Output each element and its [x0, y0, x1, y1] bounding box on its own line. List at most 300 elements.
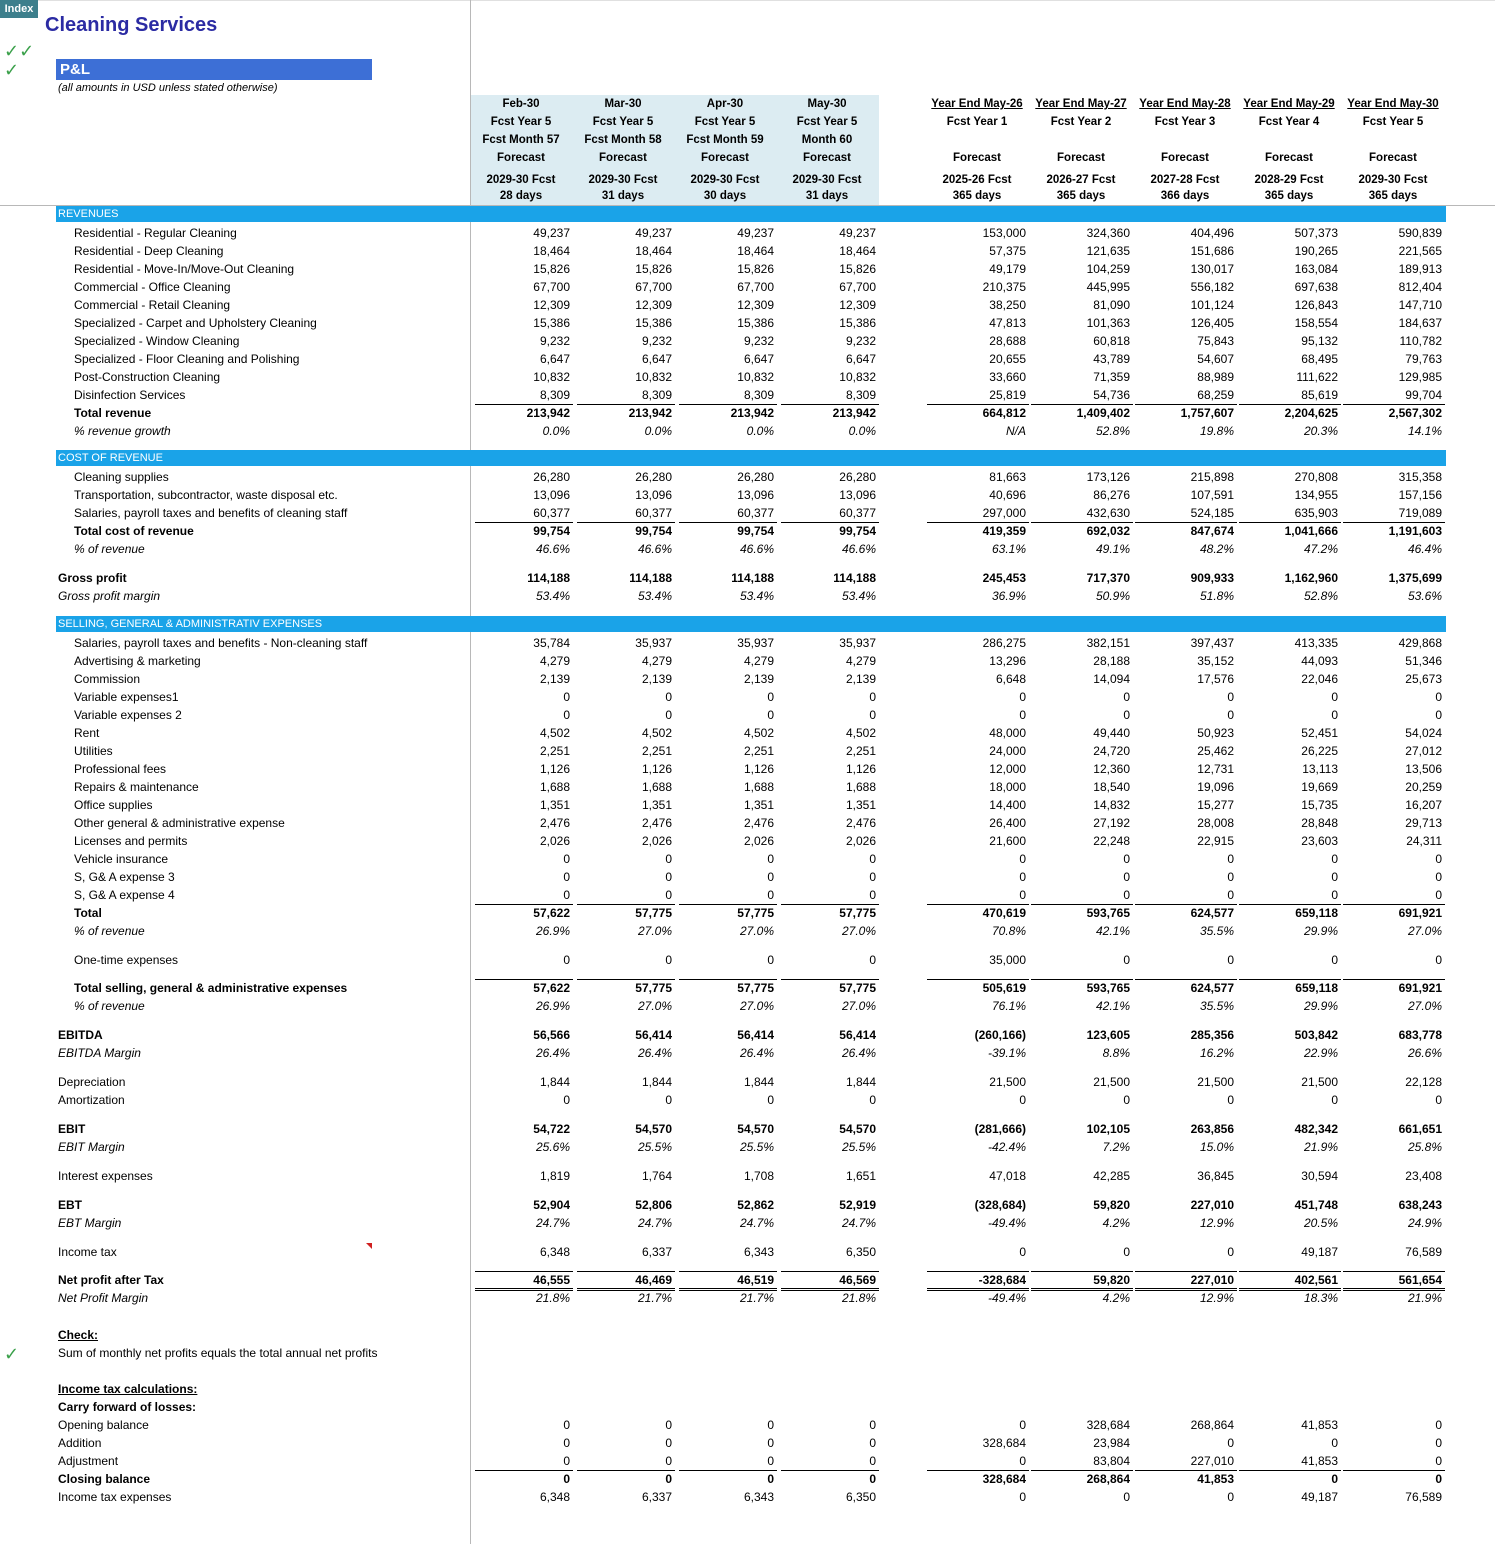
monthly-value-cell: 2,251 [845, 744, 876, 758]
monthly-value-cell: 15,386 [533, 316, 570, 330]
annual-value-cell: 0 [1019, 708, 1026, 722]
monthly-value-cell: 57,775 [737, 981, 774, 995]
annual-value-cell: 23,603 [1301, 834, 1338, 848]
annual-value-cell: 227,010 [1190, 1454, 1234, 1468]
monthly-value-cell: 0 [767, 1418, 774, 1432]
annual-value-cell: 68,495 [1301, 352, 1338, 366]
double-rule [679, 1288, 777, 1291]
total-rule [1031, 904, 1133, 905]
annual-value-cell: 59,820 [1093, 1273, 1130, 1287]
annual-value-cell: 328,684 [1086, 1418, 1130, 1432]
monthly-value-cell: 0 [767, 870, 774, 884]
monthly-value-cell: 1,708 [743, 1169, 774, 1183]
monthly-value-cell: 21.8% [841, 1291, 876, 1305]
annual-value-cell: 14.1% [1407, 424, 1442, 438]
monthly-value-cell: 6,348 [539, 1245, 570, 1259]
annual-value-cell: 110,782 [1399, 334, 1442, 348]
annual-value-cell: 286,275 [982, 636, 1026, 650]
annual-value-cell: 0 [1435, 690, 1442, 704]
row-label: One-time expenses [74, 953, 179, 967]
annual-value-cell: 397,437 [1190, 636, 1234, 650]
annual-value-cell: 42.1% [1095, 999, 1130, 1013]
annual-value-cell: 22,915 [1197, 834, 1234, 848]
monthly-value-cell: 0.0% [542, 424, 570, 438]
annual-value-cell: 129,985 [1398, 370, 1442, 384]
total-rule [577, 1271, 675, 1272]
monthly-value-cell: 13,096 [737, 488, 774, 502]
annual-value-cell: -42.4% [987, 1140, 1026, 1154]
annual-value-cell: 52.8% [1303, 589, 1338, 603]
row-label: Rent [74, 726, 100, 740]
row-label: Commercial - Office Cleaning [74, 280, 231, 294]
annual-value-cell: 30,594 [1301, 1169, 1338, 1183]
month-header-line: Forecast [599, 152, 647, 164]
monthly-value-cell: 4,279 [539, 654, 570, 668]
annual-value-cell: 28,008 [1197, 816, 1234, 830]
monthly-value-cell: 2,139 [539, 672, 570, 686]
annual-value-cell: 0 [1227, 852, 1234, 866]
annual-value-cell: 263,856 [1190, 1122, 1234, 1136]
monthly-value-cell: 56,566 [533, 1028, 570, 1042]
annual-value-cell: 0 [1123, 953, 1130, 967]
annual-value-cell: 75,843 [1197, 334, 1234, 348]
monthly-value-cell: 114,188 [629, 571, 672, 585]
monthly-value-cell: 46,555 [533, 1273, 570, 1287]
monthly-value-cell: 1,651 [845, 1169, 876, 1183]
annual-value-cell: 0 [1227, 708, 1234, 722]
total-rule [1343, 1271, 1445, 1272]
annual-value-cell: 189,913 [1398, 262, 1442, 276]
annual-value-cell: 46.4% [1407, 542, 1442, 556]
annual-value-cell: 0 [1123, 852, 1130, 866]
monthly-value-cell: 0 [869, 953, 876, 967]
monthly-value-cell: 0 [869, 1418, 876, 1432]
annual-value-cell: 0 [1123, 888, 1130, 902]
monthly-value-cell: 10,832 [635, 370, 672, 384]
total-rule [475, 904, 573, 905]
monthly-value-cell: 99,754 [635, 524, 672, 538]
monthly-value-cell: 2,251 [743, 744, 774, 758]
monthly-value-cell: 0 [767, 953, 774, 967]
annual-value-cell: 15,277 [1197, 798, 1234, 812]
annual-value-cell: 0 [1123, 708, 1130, 722]
monthly-value-cell: 60,377 [635, 506, 672, 520]
annual-value-cell: 29,713 [1405, 816, 1442, 830]
annual-value-cell: 19.8% [1199, 424, 1234, 438]
row-label: Net profit after Tax [58, 1273, 164, 1287]
annual-value-cell: 20,655 [989, 352, 1026, 366]
monthly-value-cell: 24.7% [841, 1216, 876, 1230]
annual-value-cell: 42.1% [1095, 924, 1130, 938]
monthly-value-cell: 0 [665, 953, 672, 967]
annual-value-cell: 12,731 [1197, 762, 1234, 776]
annual-value-cell: 126,405 [1190, 316, 1234, 330]
annual-value-cell: 19,669 [1301, 780, 1338, 794]
month-header-line: 2029-30 Fcst [690, 174, 760, 186]
annual-value-cell: 57,375 [989, 244, 1026, 258]
annual-value-cell: 0 [1435, 1436, 1442, 1450]
annual-value-cell: 40,696 [989, 488, 1026, 502]
annual-value-cell: 268,864 [1190, 1418, 1234, 1432]
monthly-value-cell: 26,280 [533, 470, 570, 484]
row-label: Total selling, general & administrative expenses [74, 981, 348, 995]
monthly-value-cell: 0 [869, 690, 876, 704]
row-label: Variable expenses 2 [74, 708, 182, 722]
monthly-value-cell: 18,464 [635, 244, 672, 258]
annual-value-cell: 21,500 [1301, 1075, 1338, 1089]
monthly-value-cell: 15,826 [839, 262, 876, 276]
total-rule [1135, 904, 1237, 905]
monthly-value-cell: 6,350 [845, 1245, 876, 1259]
total-rule [927, 904, 1029, 905]
annual-value-cell: 153,000 [982, 226, 1026, 240]
monthly-value-cell: 67,700 [737, 280, 774, 294]
annual-value-cell: 215,898 [1190, 470, 1234, 484]
monthly-value-cell: 54,570 [839, 1122, 876, 1136]
monthly-value-cell: 99,754 [839, 524, 876, 538]
row-label: % of revenue [74, 999, 145, 1013]
monthly-value-cell: 1,844 [539, 1075, 570, 1089]
annual-value-cell: 0 [1435, 953, 1442, 967]
monthly-value-cell: 0 [563, 1436, 570, 1450]
annual-value-cell: 48.2% [1199, 542, 1234, 556]
annual-value-cell: 21,600 [989, 834, 1026, 848]
monthly-value-cell: 21.8% [535, 1291, 570, 1305]
monthly-value-cell: 6,647 [743, 352, 774, 366]
total-rule [475, 1470, 573, 1471]
year-header-line: Forecast [953, 152, 1001, 164]
monthly-value-cell: 6,337 [641, 1245, 672, 1259]
monthly-value-cell: 0 [869, 888, 876, 902]
monthly-value-cell: 0 [767, 708, 774, 722]
annual-value-cell: 12,000 [989, 762, 1026, 776]
double-rule [927, 1288, 1029, 1291]
row-label: Opening balance [58, 1418, 149, 1432]
annual-value-cell: 0 [1227, 888, 1234, 902]
annual-value-cell: 18,540 [1093, 780, 1130, 794]
annual-value-cell: 0 [1435, 870, 1442, 884]
annual-value-cell: 51,346 [1405, 654, 1442, 668]
annual-value-cell: 35,000 [989, 953, 1026, 967]
monthly-value-cell: 12,309 [839, 298, 876, 312]
annual-value-cell: 35.5% [1199, 999, 1234, 1013]
annual-value-cell: 49,187 [1301, 1245, 1338, 1259]
row-label: Closing balance [58, 1472, 151, 1486]
row-label: Salaries, payroll taxes and benefits - Non-cleaning staff [74, 636, 368, 650]
monthly-value-cell: 26.9% [535, 924, 570, 938]
month-header-line: Fcst Month 59 [686, 134, 764, 146]
annual-value-cell: 556,182 [1190, 280, 1234, 294]
monthly-value-cell: 57,622 [533, 981, 570, 995]
annual-value-cell: 29.9% [1303, 924, 1338, 938]
total-rule [577, 1470, 675, 1471]
year-header-line: 365 days [1056, 190, 1106, 202]
row-label: Addition [58, 1436, 102, 1450]
monthly-value-cell: 13,096 [839, 488, 876, 502]
annual-value-cell: 0 [1331, 852, 1338, 866]
monthly-value-cell: 26.9% [535, 999, 570, 1013]
total-rule [927, 1470, 1029, 1471]
annual-value-cell: 134,955 [1294, 488, 1338, 502]
annual-value-cell: 0 [1331, 1436, 1338, 1450]
annual-value-cell: 227,010 [1190, 1273, 1234, 1287]
annual-value-cell: 85,619 [1301, 388, 1338, 402]
double-rule [475, 1288, 573, 1291]
monthly-value-cell: 4,279 [845, 654, 876, 668]
monthly-value-cell: 4,279 [743, 654, 774, 668]
annual-value-cell: 41,853 [1301, 1454, 1338, 1468]
annual-value-cell: 404,496 [1190, 226, 1234, 240]
monthly-value-cell: 2,476 [743, 816, 774, 830]
section-label-sga: SELLING, GENERAL & ADMINISTRATIV EXPENSES [58, 618, 323, 630]
total-rule [1343, 979, 1445, 980]
monthly-value-cell: 213,942 [526, 406, 570, 420]
total-rule [927, 979, 1029, 980]
monthly-value-cell: 52,904 [533, 1198, 570, 1212]
index-tab[interactable]: Index [0, 0, 38, 18]
annual-value-cell: 130,017 [1190, 262, 1234, 276]
annual-value-cell: 909,933 [1190, 571, 1234, 585]
annual-value-cell: (281,666) [974, 1122, 1026, 1136]
monthly-value-cell: 15,386 [839, 316, 876, 330]
monthly-value-cell: 0 [665, 1093, 672, 1107]
annual-value-cell: 22.9% [1303, 1046, 1338, 1060]
month-header-line: Fcst Year 5 [490, 116, 552, 128]
monthly-value-cell: 0 [665, 870, 672, 884]
monthly-value-cell: 57,622 [533, 906, 570, 920]
annual-value-cell: 54,736 [1093, 388, 1130, 402]
section-bar-revenues [56, 206, 1446, 222]
year-header-line: 2027-28 Fcst [1150, 174, 1220, 186]
monthly-value-cell: 15,826 [533, 262, 570, 276]
annual-value-cell: 505,619 [982, 981, 1026, 995]
monthly-value-cell: 21.7% [637, 1291, 672, 1305]
annual-value-cell: 38,250 [989, 298, 1026, 312]
monthly-value-cell: 18,464 [737, 244, 774, 258]
row-label: Specialized - Carpet and Upholstery Cleaning [74, 316, 317, 330]
monthly-value-cell: 2,026 [743, 834, 774, 848]
row-label: Interest expenses [58, 1169, 153, 1183]
section-bar-cost-of-revenue [56, 450, 1446, 466]
annual-value-cell: 33,660 [989, 370, 1026, 384]
annual-value-cell: 54,024 [1405, 726, 1442, 740]
annual-value-cell: 35,152 [1197, 654, 1234, 668]
monthly-value-cell: 1,844 [641, 1075, 672, 1089]
monthly-value-cell: 4,502 [845, 726, 876, 740]
annual-value-cell: 18,000 [989, 780, 1026, 794]
annual-value-cell: 0 [1331, 888, 1338, 902]
year-header-line: 2028-29 Fcst [1254, 174, 1324, 186]
monthly-value-cell: 1,351 [743, 798, 774, 812]
monthly-value-cell: 54,570 [737, 1122, 774, 1136]
monthly-value-cell: 0 [869, 1093, 876, 1107]
annual-value-cell: 227,010 [1190, 1198, 1234, 1212]
row-label: Office supplies [74, 798, 153, 812]
annual-value-cell: 245,453 [982, 571, 1026, 585]
monthly-value-cell: 49,237 [635, 226, 672, 240]
month-header-line: Mar-30 [604, 98, 642, 110]
month-header-line: 31 days [805, 190, 849, 202]
year-header-line: Fcst Year 1 [946, 116, 1008, 128]
double-rule [781, 1288, 879, 1291]
monthly-value-cell: 1,688 [539, 780, 570, 794]
total-rule [1343, 1470, 1445, 1471]
annual-value-cell: 0 [1019, 1093, 1026, 1107]
annual-value-cell: 451,748 [1294, 1198, 1338, 1212]
total-rule [1135, 404, 1237, 405]
row-label: Vehicle insurance [74, 852, 169, 866]
monthly-value-cell: 57,775 [839, 981, 876, 995]
monthly-value-cell: 8,309 [845, 388, 876, 402]
total-rule [1031, 404, 1133, 405]
monthly-value-cell: 53.4% [841, 589, 876, 603]
annual-value-cell: 590,839 [1398, 226, 1442, 240]
total-rule [1239, 1470, 1341, 1471]
annual-value-cell: 21,500 [1093, 1075, 1130, 1089]
year-header-line: 365 days [1264, 190, 1314, 202]
monthly-value-cell: 35,937 [737, 636, 774, 650]
monthly-value-cell: 0.0% [644, 424, 672, 438]
annual-value-cell: 12.9% [1199, 1291, 1234, 1305]
monthly-value-cell: 8,309 [539, 388, 570, 402]
annual-value-cell: 47,018 [989, 1169, 1026, 1183]
section-label-revenues: REVENUES [58, 208, 119, 220]
monthly-value-cell: 0.0% [746, 424, 774, 438]
row-label: Net Profit Margin [58, 1291, 149, 1305]
monthly-value-cell: 12,309 [737, 298, 774, 312]
year-header-line: Fcst Year 4 [1258, 116, 1320, 128]
annual-value-cell: 429,868 [1398, 636, 1442, 650]
total-rule [577, 979, 675, 980]
annual-value-cell: 25,819 [989, 388, 1026, 402]
row-label: Cleaning supplies [74, 470, 169, 484]
monthly-value-cell: 26.4% [739, 1046, 774, 1060]
row-label: Specialized - Floor Cleaning and Polishing [74, 352, 300, 366]
monthly-value-cell: 15,826 [737, 262, 774, 276]
annual-value-cell: 6,648 [995, 672, 1026, 686]
monthly-value-cell: 27.0% [739, 999, 774, 1013]
monthly-value-cell: 12,309 [533, 298, 570, 312]
monthly-value-cell: 46.6% [637, 542, 672, 556]
annual-value-cell: 63.1% [991, 542, 1026, 556]
row-label: % of revenue [74, 542, 145, 556]
annual-value-cell: 0 [1019, 1245, 1026, 1259]
monthly-value-cell: 27.0% [739, 924, 774, 938]
row-label: Gross profit margin [58, 589, 161, 603]
monthly-value-cell: 0 [665, 1436, 672, 1450]
monthly-value-cell: 18,464 [533, 244, 570, 258]
monthly-value-cell: 99,754 [737, 524, 774, 538]
monthly-value-cell: 114,188 [527, 571, 570, 585]
annual-value-cell: 0 [1331, 870, 1338, 884]
annual-value-cell: 101,124 [1190, 298, 1234, 312]
annual-value-cell: 18.3% [1303, 1291, 1338, 1305]
monthly-value-cell: 6,350 [845, 1490, 876, 1504]
annual-value-cell: 719,089 [1398, 506, 1442, 520]
year-header-line: Fcst Year 2 [1050, 116, 1112, 128]
monthly-value-cell: 56,414 [839, 1028, 876, 1042]
row-label: S, G& A expense 3 [74, 870, 175, 884]
annual-value-cell: 470,619 [982, 906, 1026, 920]
annual-value-cell: 53.6% [1407, 589, 1442, 603]
total-rule [679, 1271, 777, 1272]
annual-value-cell: 0 [1227, 1436, 1234, 1450]
total-rule [1135, 1470, 1237, 1471]
monthly-value-cell: 0 [563, 953, 570, 967]
annual-value-cell: 419,359 [982, 524, 1026, 538]
monthly-value-cell: 0 [767, 888, 774, 902]
annual-value-cell: 382,151 [1086, 636, 1130, 650]
monthly-value-cell: 60,377 [737, 506, 774, 520]
check-icon: ✓✓ [4, 41, 35, 61]
monthly-value-cell: 15,826 [635, 262, 672, 276]
annual-value-cell: 27.0% [1407, 924, 1442, 938]
total-rule [679, 979, 777, 980]
monthly-value-cell: 6,348 [539, 1490, 570, 1504]
annual-value-cell: 0 [1123, 1245, 1130, 1259]
row-label: EBT [58, 1198, 82, 1212]
row-label: Carry forward of losses: [58, 1400, 197, 1414]
annual-value-cell: 0 [1019, 1454, 1026, 1468]
month-header-line: Fcst Year 5 [796, 116, 858, 128]
annual-value-cell: 445,995 [1086, 280, 1130, 294]
annual-value-cell: 0 [1435, 1418, 1442, 1432]
annual-value-cell: 151,686 [1190, 244, 1234, 258]
annual-value-cell: 0 [1331, 1472, 1338, 1486]
annual-value-cell: 21,500 [1197, 1075, 1234, 1089]
monthly-value-cell: 4,502 [641, 726, 672, 740]
row-label: Total revenue [74, 406, 152, 420]
month-header-line: Forecast [803, 152, 851, 164]
row-label: EBIT Margin [58, 1140, 125, 1154]
annual-value-cell: 482,342 [1294, 1122, 1338, 1136]
row-label: S, G& A expense 4 [74, 888, 175, 902]
monthly-value-cell: 24.7% [535, 1216, 570, 1230]
annual-value-cell: 1,191,603 [1388, 524, 1442, 538]
annual-value-cell: 26,400 [989, 816, 1026, 830]
annual-value-cell: N/A [1005, 424, 1026, 438]
annual-value-cell: 14,400 [989, 798, 1026, 812]
annual-value-cell: 0 [1331, 690, 1338, 704]
total-rule [1343, 404, 1445, 405]
annual-value-cell: 13,113 [1302, 762, 1338, 776]
monthly-value-cell: 6,337 [641, 1490, 672, 1504]
monthly-value-cell: 0 [767, 1454, 774, 1468]
total-rule [679, 904, 777, 905]
annual-value-cell: 1,375,699 [1388, 571, 1442, 585]
monthly-value-cell: 0 [869, 1454, 876, 1468]
total-rule [781, 522, 879, 523]
annual-value-cell: 50,923 [1197, 726, 1234, 740]
monthly-value-cell: 2,139 [845, 672, 876, 686]
annual-value-cell: 25,462 [1197, 744, 1234, 758]
annual-value-cell: 60,818 [1093, 334, 1130, 348]
row-label: Income tax expenses [58, 1490, 172, 1504]
monthly-value-cell: 99,754 [533, 524, 570, 538]
annual-value-cell: 126,843 [1294, 298, 1338, 312]
monthly-value-cell: 26.4% [841, 1046, 876, 1060]
monthly-value-cell: 1,844 [845, 1075, 876, 1089]
annual-value-cell: 23,984 [1093, 1436, 1130, 1450]
monthly-value-cell: 1,351 [539, 798, 570, 812]
annual-value-cell: 43,789 [1093, 352, 1130, 366]
annual-value-cell: 14,832 [1093, 798, 1130, 812]
monthly-value-cell: 0 [563, 852, 570, 866]
annual-value-cell: 99,704 [1405, 388, 1442, 402]
monthly-value-cell: 0 [665, 1454, 672, 1468]
annual-value-cell: 0 [1435, 1454, 1442, 1468]
monthly-value-cell: 9,232 [743, 334, 774, 348]
